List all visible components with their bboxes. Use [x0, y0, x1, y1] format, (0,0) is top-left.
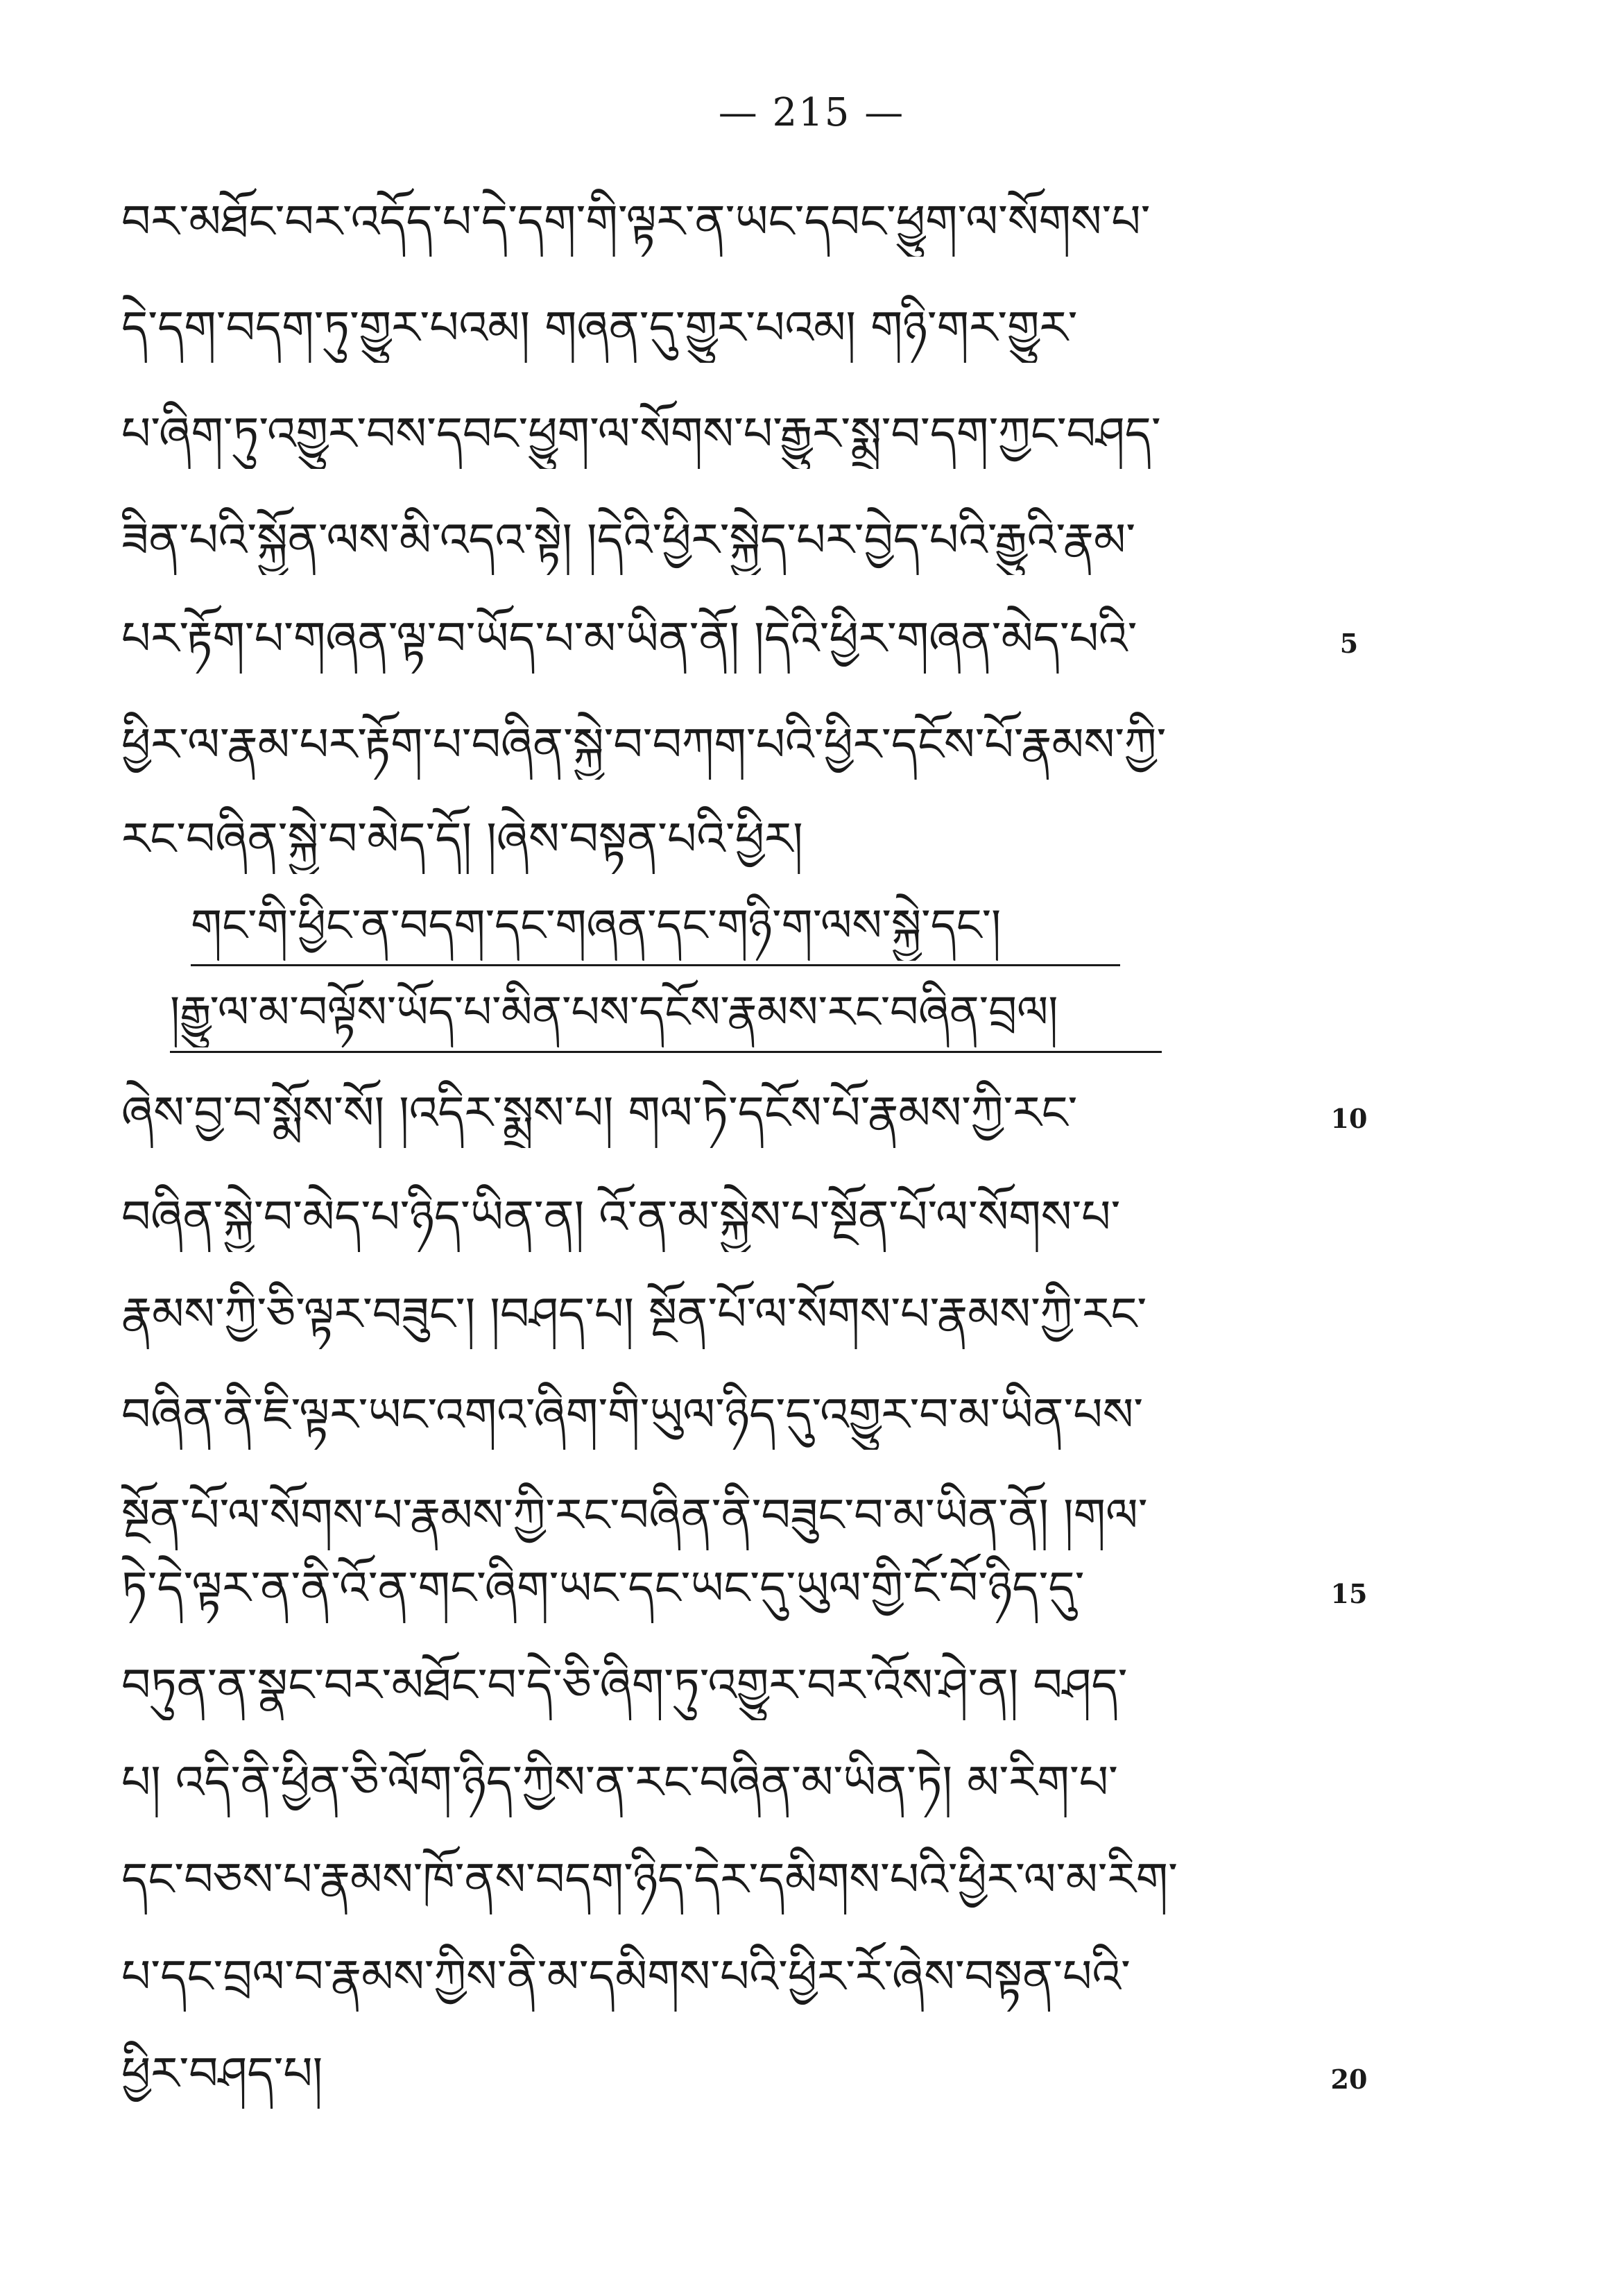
line-number-margin: 10 — [1330, 1103, 1368, 1134]
page-number: — 215 — — [718, 90, 905, 135]
text-line: པར་རྟོག་པ་གཞན་ལྟ་བ་ཡོད་པ་མ་ཡིན་ནོ། །དེའི་ཕྱིར་གཞན་མེད་པའི་ — [121, 612, 1137, 665]
text-line: པ། འདི་ནི་ཕྱིན་ཅི་ལོག་ཉིད་ཀྱིས་ན་རང་བཞིན་མ་ཡིན་ཏེ། མ་རིག་པ་ — [121, 1756, 1118, 1809]
verse-underline — [191, 964, 1120, 966]
text-line: ཕྱིར་ལ་རྣམ་པར་རྟོག་པ་བཞིན་སྐྱེ་བ་བཀག་པའི་ཕྱིར་དངོས་པོ་རྣམས་ཀྱི་ — [121, 718, 1167, 771]
text-line: པ་ཞིག་ཏུ་འགྱུར་བས་དབང་ཕྱུག་ལ་སོགས་པ་རྒྱུར་སྨྲ་བ་དག་ཀྱང་བཤད་ — [121, 407, 1161, 461]
text-line: བཏུན་ན་སྣང་བར་མཐོང་བ་དེ་ཅི་ཞིག་ཏུ་འགྱུར་བར་འོས་ཤེ་ན། བཤད་ — [121, 1659, 1128, 1712]
text-line: དེ་དག་བདག་ཏུ་གྱུར་པའམ། གཞན་དུ་གྱུར་པའམ། གཉི་གར་གྱུར་ — [121, 301, 1078, 354]
text-line: བཞིན་སྐྱེ་བ་མེད་པ་ཉིད་ཡིན་ན། འོ་ན་མ་སྐྱེས་པ་སྔོན་པོ་ལ་སོགས་པ་ — [121, 1190, 1121, 1244]
text-line: ཟིན་པའི་སྐྱོན་ལས་མི་འདའ་སྟེ། །དེའི་ཕྱིར་སྐྱེད་པར་བྱེད་པའི་རྒྱུའི་རྣམ་ — [121, 513, 1136, 567]
text-line: རང་བཞིན་སྐྱེ་བ་མེད་དོ། །ཞེས་བསྟན་པའི་ཕྱིར། — [121, 812, 803, 866]
verse-underline — [170, 1051, 1162, 1053]
verse-line: གང་གི་ཕྱིང་ན་བདག་དང་གཞན་དང་གཉི་ག་ལས་སྐྱེ་དང་། — [191, 900, 1002, 952]
text-line: རྣམས་ཀྱི་ཅི་ལྟར་བཟུང་། །བཤད་པ། སྔོན་པོ་ལ་སོགས་པ་རྣམས་ཀྱི་རང་ — [121, 1287, 1147, 1341]
text-line: སྔོན་པོ་ལ་སོགས་པ་རྣམས་ཀྱི་རང་བཞིན་ནི་བཟུང་བ་མ་ཡིན་ནོ། །གལ་ — [121, 1489, 1148, 1542]
text-line: ཞེས་བྱ་བ་སྨོས་སོ། །འདིར་སྨྲས་པ། གལ་ཏེ་དངོས་པོ་རྣམས་ཀྱི་རང་ — [121, 1086, 1078, 1140]
text-line: དང་བཅས་པ་རྣམས་ཁོ་ནས་བདག་ཉིད་དེར་དམིགས་པའི་ཕྱིར་ལ་མ་རིག་ — [121, 1853, 1178, 1906]
text-line: བཞིན་ནི་ཇི་ལྟར་ཡང་འགའ་ཞིག་གི་ཡུལ་ཉིད་དུ་འགྱུར་བ་མ་ཡིན་པས་ — [121, 1388, 1144, 1441]
text-line: ཏེ་དེ་ལྟར་ན་ནི་འོ་ན་གང་ཞིག་ཡང་དང་ཡང་དུ་ཡུལ་གྱི་ངོ་བོ་ཉིད་དུ་ — [121, 1561, 1085, 1615]
text-line: པ་དང་བྲལ་བ་རྣམས་ཀྱིས་ནི་མ་དམིགས་པའི་ཕྱིར་རོ་ཞེས་བསྟན་པའི་ — [121, 1950, 1131, 2003]
line-number-margin: 15 — [1330, 1578, 1368, 1609]
text-line: བར་མཐོང་བར་འདོད་པ་དེ་དག་གི་ལྟར་ན་ཡང་དབང་ཕྱུག་ལ་སོགས་པ་ — [121, 195, 1151, 248]
line-number-margin: 20 — [1330, 2064, 1368, 2095]
text-line: ཕྱིར་བཤད་པ། — [121, 2047, 323, 2100]
line-number-margin: 5 — [1339, 628, 1359, 659]
verse-line: །རྒྱུ་ལ་མ་བལྟོས་ཡོད་པ་མིན་པས་དངོས་རྣམས་རང་བཞིན་བྲལ། — [170, 987, 1058, 1038]
